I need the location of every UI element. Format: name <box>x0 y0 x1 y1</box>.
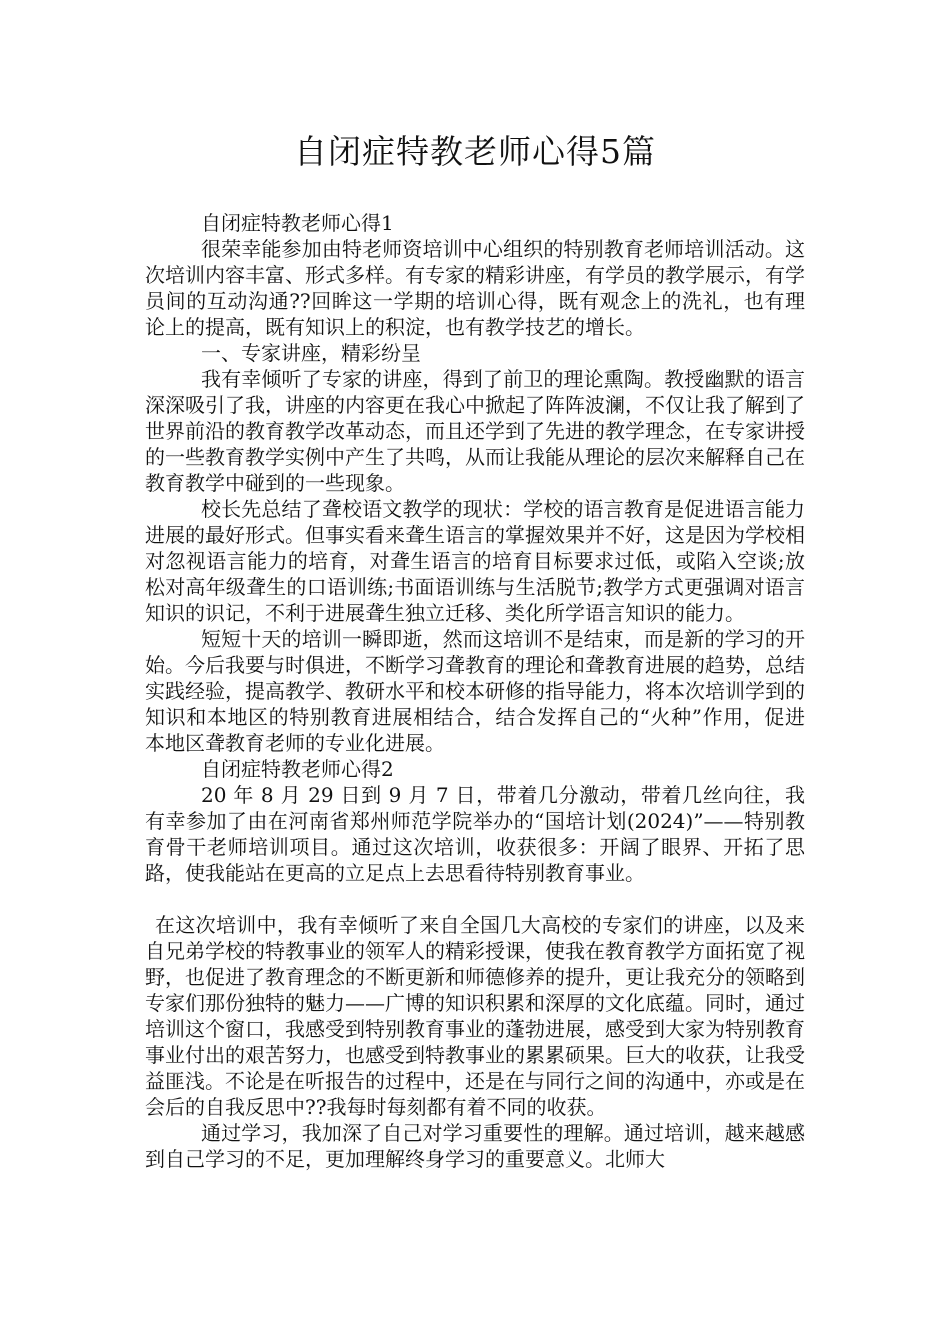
paragraph: 短短十天的培训一瞬即逝，然而这培训不是结束，而是新的学习的开始。今后我要与时俱进，不断学习聋教育的理论和聋教育进展的趋势，总结实践经验，提高教学、教研水平和校本研修的指导能力，将本次培训学到的知识和本地区的特别教育进展相结合，结合发挥自己的“火种”作用，促进本地区聋教育老师的专业化进展。 <box>145 627 805 755</box>
document-title: 自闭症特教老师心得5篇 <box>294 132 656 171</box>
paragraph: 很荣幸能参加由特老师资培训中心组织的特别教育老师培训活动。这次培训内容丰富、形式多样。有专家的精彩讲座，有学员的教学展示，有学员间的互动沟通??回眸这一学期的培训心得，既有观念上的洗礼，也有理论上的提高，既有知识上的积淀，也有教学技艺的增长。 <box>145 237 805 339</box>
paragraph: 20 年 8 月 29 日到 9 月 7 日，带着几分激动，带着几丝向往，我有幸参加了由在河南省郑州师范学院举办的“国培计划(2024)”——特别教育骨干老师培训项目。通过这次培训，收获很多：开阔了眼界、开拓了思路，使我能站在更高的立足点上去思看待特别教育事业。 <box>145 783 805 885</box>
paragraph: 通过学习，我加深了自己对学习重要性的理解。通过培训，越来越感到自己学习的不足，更加理解终身学习的重要意义。北师大 <box>145 1121 805 1171</box>
paragraph: 在这次培训中，我有幸倾听了来自全国几大高校的专家们的讲座，以及来自兄弟学校的特教事业的领军人的精彩授课，使我在教育教学方面拓宽了视野，也促进了教育理念的不断更新和师德修养的提升，更让我充分的领略到专家们那份独特的魅力——广博的知识积累和深厚的文化底蕴。同时，通过培训这个窗口，我感受到特别教育事业的蓬勃进展，感受到大家为特别教育事业付出的艰苦努力，也感受到特教事业的累累硕果。巨大的收获，让我受益匪浅。不论是在听报告的过程中，还是在与同行之间的沟通中，亦或是在会后的自我反思中??我每时每刻都有着不同的收获。 <box>145 913 805 1119</box>
paragraph: 校长先总结了聋校语文教学的现状：学校的语言教育是促进语言能力进展的最好形式。但事实看来聋生语言的掌握效果并不好，这是因为学校相对忽视语言能力的培育，对聋生语言的培育目标要求过低，或陷入空谈;放松对高年级聋生的口语训练;书面语训练与生活脱节;教学方式更强调对语言知识的识记，不利于进展聋生独立迁移、类化所学语言知识的能力。 <box>145 497 805 625</box>
paragraph: 我有幸倾听了专家的讲座，得到了前卫的理论熏陶。教授幽默的语言深深吸引了我，讲座的内容更在我心中掀起了阵阵波澜，不仅让我了解到了世界前沿的教育教学改革动态，而且还学到了先进的教学理念，在专家讲授的一些教育教学实例中产生了共鸣，从而让我能从理论的层次来解释自己在教育教学中碰到的一些现象。 <box>145 367 805 495</box>
subsection-heading: 一、专家讲座，精彩纷呈 <box>201 341 421 365</box>
section-heading-1: 自闭症特教老师心得1 <box>201 211 394 235</box>
document-page <box>145 128 805 1172</box>
blank-line <box>145 886 805 912</box>
section-heading-2: 自闭症特教老师心得2 <box>201 757 394 781</box>
